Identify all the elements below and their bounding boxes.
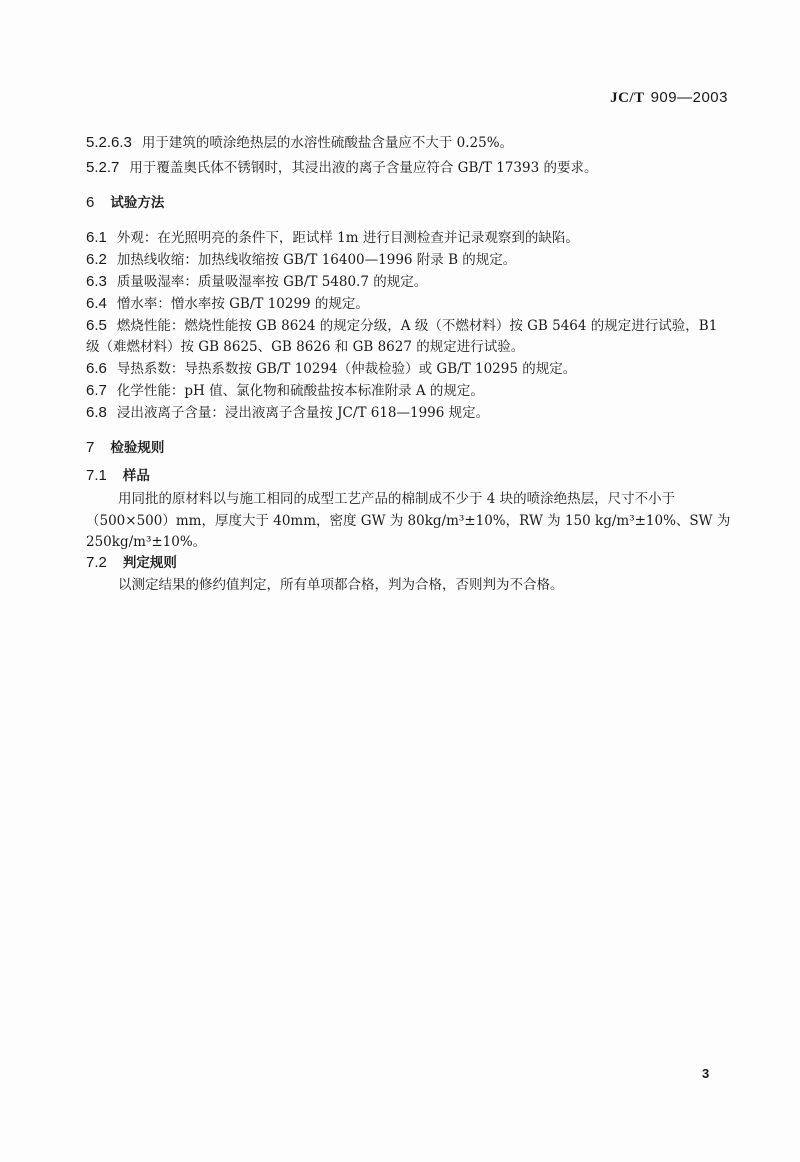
clause-5-2-6-3	[86, 133, 513, 153]
standard-number: 909—2003	[650, 89, 728, 106]
clause-text: 质量吸湿率：质量吸湿率按 GB/T 5480.7 的规定。	[116, 274, 428, 290]
clause-text: 加热线收缩：加热线收缩按 GB/T 16400—1996 附录 B 的规定。	[116, 252, 517, 268]
clause-number: 6.6	[86, 360, 107, 377]
clause-6-6	[86, 359, 576, 379]
clause-text: 憎水率：憎水率按 GB/T 10299 的规定。	[116, 296, 369, 312]
clause-number: 7.2	[86, 554, 107, 571]
clause-number: 6.2	[86, 251, 107, 268]
clause-title: 判定规则	[122, 555, 177, 571]
clause-text: 浸出液离子含量：浸出液离子含量按 JC/T 618—1996 规定。	[116, 405, 490, 421]
clause-7-1-paragraph-line: （500×500）mm，厚度大于 40mm，密度 GW 为 80kg/m³±10%，RW 为 150 kg/m³±10%、SW 为	[86, 513, 731, 529]
clause-title: 样品	[122, 468, 150, 484]
section-title: 试验方法	[110, 195, 165, 211]
clause-text: 外观：在光照明亮的条件下，距试样 1m 进行目测检查并记录观察到的缺陷。	[116, 230, 579, 246]
clause-text: 燃烧性能：燃烧性能按 GB 8624 的规定分级，A 级（不燃材料）按 GB 5464 的规定进行试验，B1	[116, 318, 718, 334]
clause-7-1-heading	[86, 466, 150, 486]
standard-prefix: JC/T	[610, 90, 645, 106]
section-7-heading	[86, 438, 164, 458]
clause-6-1	[86, 228, 579, 248]
clause-6-8	[86, 403, 489, 423]
standard-code-header	[610, 88, 728, 107]
clause-number: 6.1	[86, 229, 107, 246]
section-number: 7	[86, 439, 95, 456]
clause-number: 6.3	[86, 273, 107, 290]
clause-7-1-paragraph-line: 用同批的原材料以与施工相同的成型工艺产品的棉制成不少于 4 块的喷涂绝热层，尺寸不小于	[118, 491, 676, 507]
clause-text: 化学性能：pH 值、氯化物和硫酸盐按本标准附录 A 的规定。	[116, 383, 484, 399]
page-number: 3	[702, 1066, 710, 1081]
clause-number: 7.1	[86, 467, 107, 484]
clause-6-5	[86, 316, 717, 336]
section-title: 检验规则	[110, 440, 165, 456]
clause-number: 5.2.7	[86, 159, 120, 176]
clause-text: 导热系数：导热系数按 GB/T 10294（仲裁检验）或 GB/T 10295 的规定。	[116, 361, 577, 377]
clause-number: 6.7	[86, 382, 107, 399]
clause-text: 用于建筑的喷涂绝热层的水溶性硫酸盐含量应不大于 0.25%。	[141, 135, 514, 151]
clause-text: 级（难燃材料）按 GB 8625、GB 8626 和 GB 8627 的规定进行试验。	[86, 339, 525, 355]
clause-number: 5.2.6.3	[86, 134, 132, 151]
clause-6-7	[86, 381, 484, 401]
clause-7-2-heading	[86, 553, 177, 573]
clause-5-2-7	[86, 158, 597, 178]
clause-6-2	[86, 250, 516, 270]
clause-7-1-paragraph-line: 250kg/m³±10%。	[86, 534, 207, 550]
clause-number: 6.5	[86, 317, 107, 334]
clause-6-5-continuation	[86, 337, 524, 357]
section-6-heading	[86, 193, 164, 213]
clause-number: 6.4	[86, 295, 107, 312]
clause-number: 6.8	[86, 404, 107, 421]
clause-7-2-paragraph-line: 以测定结果的修约值判定，所有单项都合格，判为合格，否则判为不合格。	[118, 577, 564, 593]
clause-6-4	[86, 294, 369, 314]
section-number: 6	[86, 194, 95, 211]
clause-6-3	[86, 272, 427, 292]
clause-text: 用于覆盖奥氏体不锈钢时，其浸出液的离子含量应符合 GB/T 17393 的要求。	[129, 160, 598, 176]
